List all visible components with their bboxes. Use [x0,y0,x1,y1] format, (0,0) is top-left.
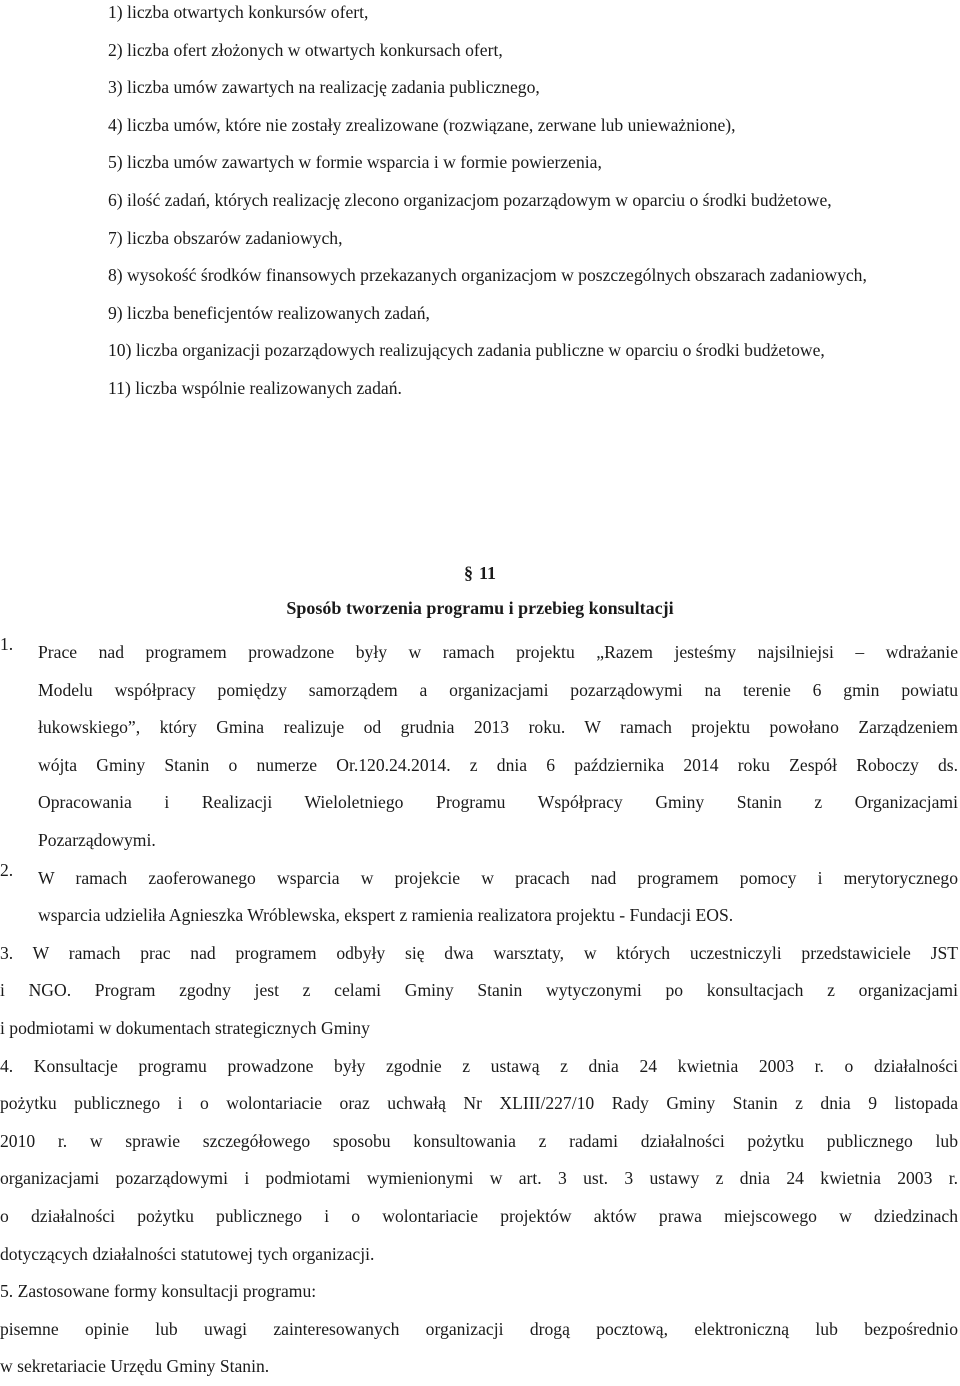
numbered-paragraph [0,1048,958,1274]
paragraph [0,1311,958,1386]
text-line: pożytku publicznego i o wolontariacie oraz uchwałą Nr XLIII/227/10 Rady Gminy Stanin z dnia 9 listopada [0,1093,958,1114]
list-item: 8) wysokość środków finansowych przekazanych organizacjom w poszczególnych obszarach zadaniowych, [108,265,867,286]
paragraph-number: 2. [0,859,14,880]
section-number: 11 [478,563,496,583]
list-item: 1) liczba otwartych konkursów ofert, [108,2,369,22]
text-line: dotyczących działalności statutowej tych organizacji. [0,1243,375,1264]
section-body [0,634,958,1386]
text-line: wsparcia udzieliła Agnieszka Wróblewska, ekspert z ramienia realizatora projektu - Fundacji EOS. [38,905,734,926]
text-line: o działalności pożytku publicznego i o wolontariacie projektów aktów prawa miejscowego w dziedzinach [0,1205,958,1226]
list-item: 6) ilość zadań, których realizację zlecono organizacjom pozarządowym w oparciu o środki budżetowe, [108,189,832,210]
text-line: 2010 r. w sprawie szczegółowego sposobu konsultowania z radami działalności pożytku publicznego lub [0,1130,958,1151]
text-line: Pozarządowymi. [38,829,156,850]
section-heading [0,563,960,584]
list-item: 9) liczba beneficjentów realizowanych zadań, [108,302,430,323]
text-line: i NGO. Program zgodny jest z celami Gminy Stanin wytyczonymi po konsultacjach z organizacjami [0,980,958,1001]
list-item: 3) liczba umów zawartych na realizację zadania publicznego, [108,77,540,98]
list-item: 2) liczba ofert złożonych w otwartych konkursach ofert, [108,39,503,60]
numbered-paragraph [0,935,958,1048]
numbered-paragraph [0,860,958,935]
paragraph-number: 1. [0,634,14,654]
list-item: 5) liczba umów zawartych w formie wsparcia i w formie powierzenia, [108,152,602,173]
text-line: Opracowania i Realizacji Wieloletniego Programu Współpracy Gminy Stanin z Organizacjami [38,792,958,813]
text-line: 4. Konsultacje programu prowadzone były zgodnie z ustawą z dnia 24 kwietnia 2003 r. o działalności [0,1055,958,1076]
text-line: i podmiotami w dokumentach strategicznych Gminy [0,1017,370,1038]
text-line: W ramach zaoferowanego wsparcia w projekcie w pracach nad programem pomocy i merytorycznego [38,867,958,888]
indicator-list [108,0,958,408]
numbered-paragraph [0,1273,958,1311]
section-title: Sposób tworzenia programu i przebieg konsultacji [286,598,674,618]
text-line: wójta Gminy Stanin o numerze Or.120.24.2014. z dnia 6 października 2014 roku Zespół Roboczy ds. [38,754,958,775]
list-item: 11) liczba wspólnie realizowanych zadań. [108,377,402,398]
section-mark: § [463,563,473,583]
text-line: organizacjami pozarządowymi i podmiotami wymienionymi w art. 3 ust. 3 ustawy z dnia 24 kwietnia 2003 r. [0,1168,958,1189]
text-line: Modelu współpracy pomiędzy samorządem a organizacjami pozarządowymi na terenie 6 gmin powiatu [38,679,958,700]
text-line: pisemne opinie lub uwagi zainteresowanych organizacji drogą pocztową, elektroniczną lub bezpośrednio [0,1318,958,1339]
text-line: 5. Zastosowane formy konsultacji programu: [0,1281,317,1302]
list-item: 4) liczba umów, które nie zostały zrealizowane (rozwiązane, zerwane lub unieważnione), [108,114,736,135]
numbered-paragraph [0,634,958,860]
text-line: Prace nad programem prowadzone były w ramach projektu „Razem jesteśmy najsilniejsi – wdrażanie [38,642,958,662]
list-item: 10) liczba organizacji pozarządowych realizujących zadania publiczne w oparciu o środki budżetowe, [108,340,825,361]
list-item: 7) liczba obszarów zadaniowych, [108,227,343,248]
text-line: w sekretariacie Urzędu Gminy Stanin. [0,1356,270,1377]
text-line: 3. W ramach prac nad programem odbyły się dwa warsztaty, w których uczestniczyli przedstawiciele JST [0,942,958,963]
text-line: łukowskiego”, który Gmina realizuje od grudnia 2013 roku. W ramach projektu powołano Zarządzeniem [38,717,958,738]
